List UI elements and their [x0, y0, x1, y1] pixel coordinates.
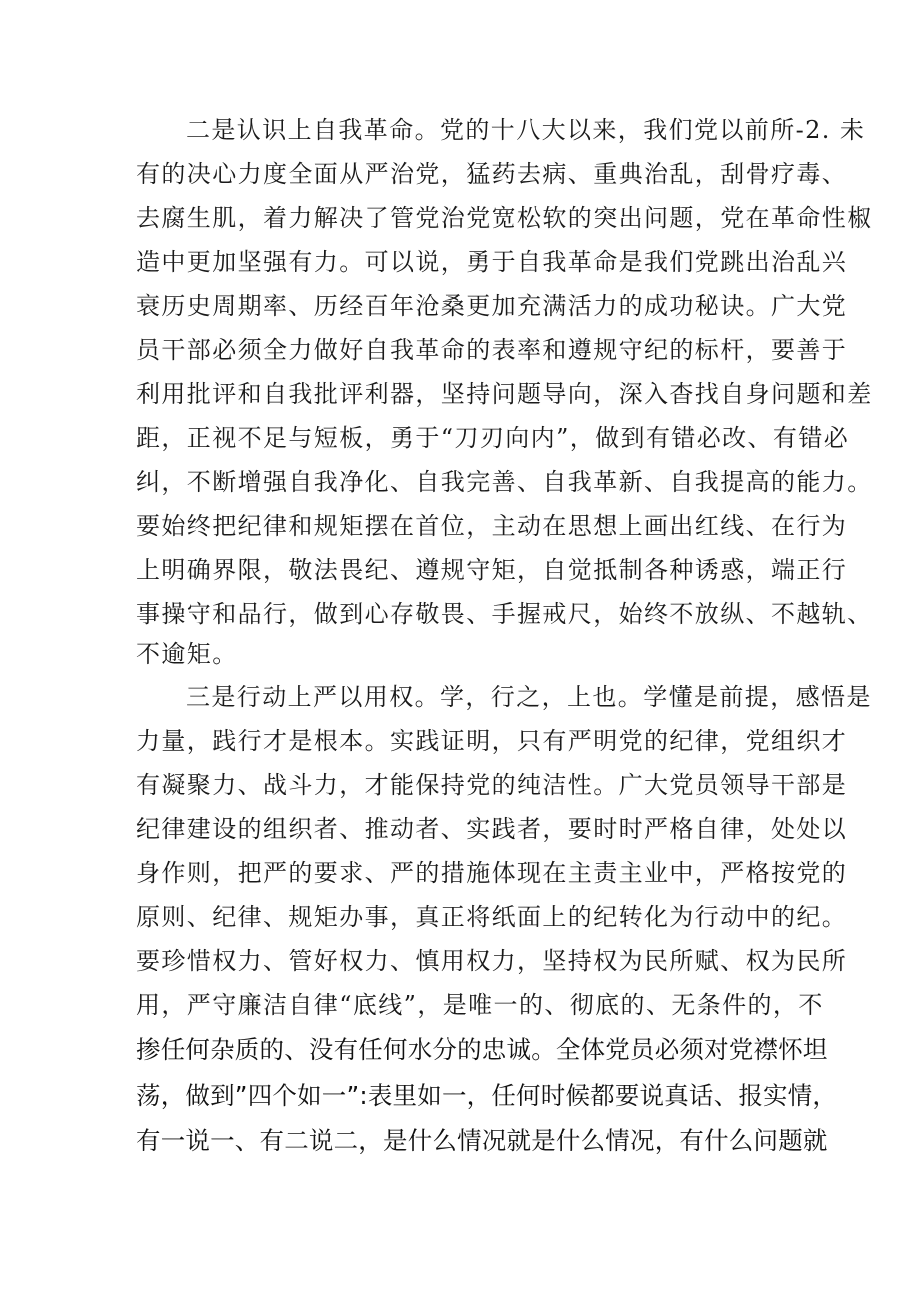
text-line: 有一说一、有二说二，是什么情况就是什么情况，有什么问题就 [136, 1126, 828, 1155]
text-line: 去腐生肌，着力解决了管党治党宽松软的突出问题，党在革命性椒 [136, 204, 873, 232]
text-line: 力量，践行才是根本。实践证明，只有严明党的纪律，党组织才 [136, 727, 848, 755]
text-line: 身作则，把严的要求、严的措施体现在主责主业中，严格按党的 [136, 859, 848, 887]
text-line: 要始终把纪律和规矩摆在首位，主动在思想上画出红线、在行为 [136, 512, 848, 540]
text-line: 要珍惜权力、管好权力、慎用权力，坚持权为民所赋、权为民所 [136, 947, 848, 975]
text-line: 距，正视不足与短板，勇于“刀刃向内”，做到有错必改、有错必 [136, 424, 850, 452]
text-line: 荡，做到”四个如一”:表里如一，任何时候都要说真话、报实情， [136, 1081, 838, 1110]
text-line: 二是认识上自我革命。党的十八大以来，我们党以前所-2. 未 [186, 116, 866, 144]
text-line: 有凝聚力、战斗力，才能保持党的纯洁性。广大党员领导干部是 [136, 771, 848, 799]
text-line: 纠，不断增强自我净化、自我完善、自我革新、自我提高的能力。 [136, 468, 873, 496]
text-line: 原则、纪律、规矩办事，真正将纸面上的纪转化为行动中的纪。 [136, 903, 848, 931]
text-line: 衰历史周期率、历经百年沧桑更加充满活力的成功秘诀。广大党 [136, 292, 848, 320]
text-line: 事操守和品行，做到心存敬畏、手握戒尺，始终不放纵、不越轨、 [136, 600, 873, 628]
text-line: 用，严守廉洁自律“底线”，是唯一的、彻底的、无条件的，不 [136, 991, 824, 1019]
text-line: 纪律建设的组织者、推动者、实践者，要时时严格自律，处处以 [136, 815, 848, 843]
text-line: 造中更加坚强有力。可以说，勇于自我革命是我们党跳出治乱兴 [136, 248, 848, 276]
text-line: 上明确界限，敬法畏纪、遵规守矩，自觉抵制各种诱惑，端正行 [136, 556, 848, 584]
text-line: 有的决心力度全面从严治党，猛药去病、重典治乱，刮骨疗毒、 [136, 160, 848, 188]
text-line: 不逾矩。 [136, 640, 238, 668]
text-line: 三是行动上严以用权。学，行之，上也。学懂是前提，感悟是 [186, 683, 872, 711]
text-line: 员干部必须全力做好自我革命的表率和遵规守纪的标杆，要善于 [136, 336, 848, 364]
text-line: 掺任何杂质的、没有任何水分的忠诚。全体党员必须对党襟怀坦 [136, 1035, 828, 1064]
text-line: 利用批评和自我批评利器，坚持问题导向，深入杳找自身问题和差 [136, 380, 873, 408]
